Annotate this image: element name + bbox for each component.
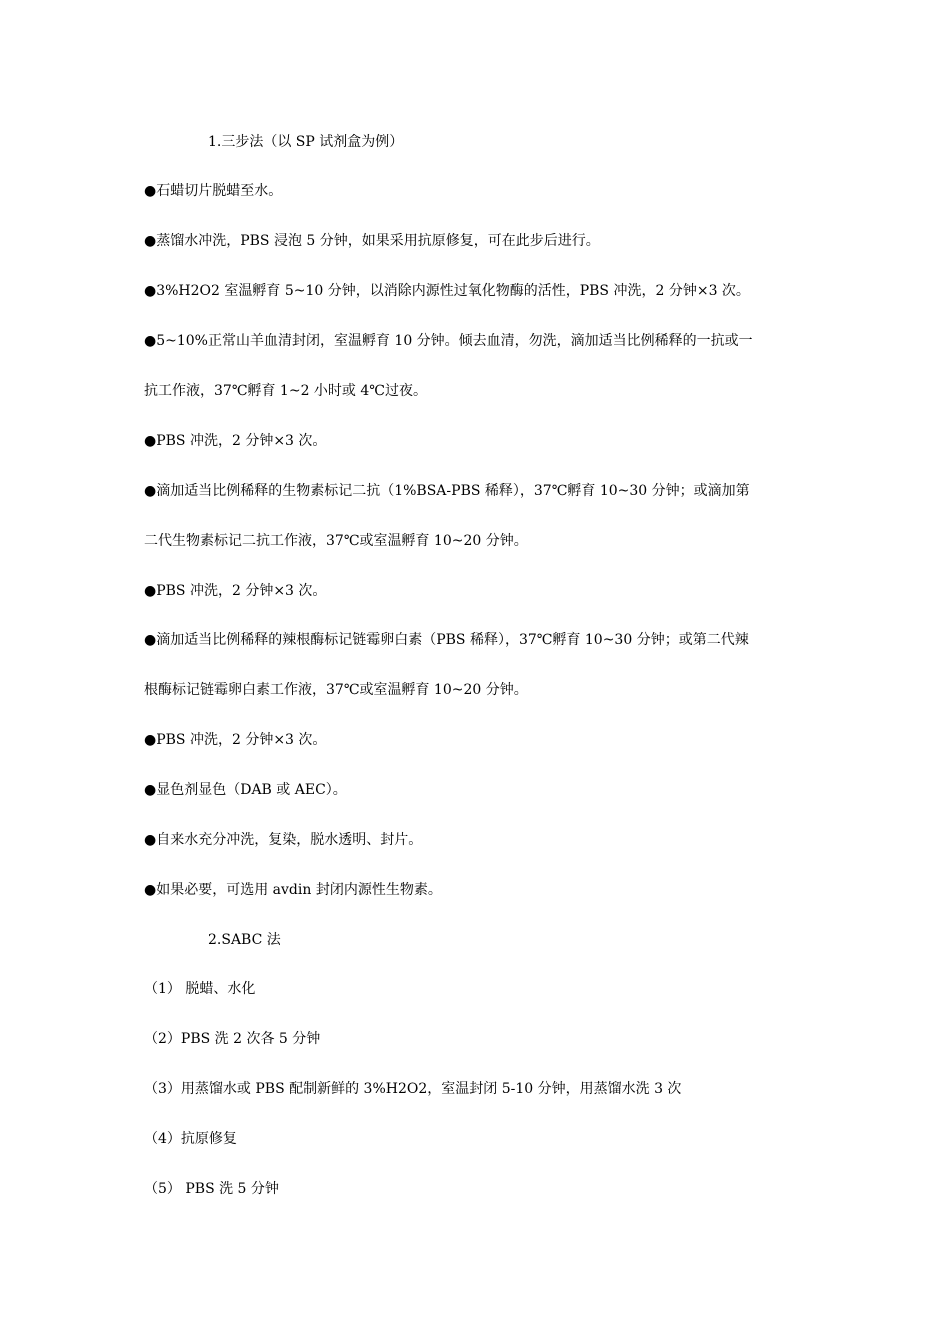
step-line: ●3%H2O2 室温孵育 5~10 分钟，以消除内源性过氧化物酶的活性，PBS 冲洗，2 分钟×3 次。 <box>144 283 750 299</box>
step-line: ●蒸馏水冲洗，PBS 浸泡 5 分钟，如果采用抗原修复，可在此步后进行。 <box>144 233 600 249</box>
step-line: ●自来水充分冲洗，复染，脱水透明、封片。 <box>144 832 423 848</box>
step-line: ●滴加适当比例稀释的生物素标记二抗（1%BSA-PBS 稀释），37℃孵育 10~30 分钟；或滴加第 <box>144 483 750 499</box>
numbered-step: （1） 脱蜡、水化 <box>144 981 256 997</box>
step-line: ●滴加适当比例稀释的辣根酶标记链霉卵白素（PBS 稀释），37℃孵育 10~30 分钟；或第二代辣 <box>144 632 749 648</box>
step-line: ●5~10%正常山羊血清封闭，室温孵育 10 分钟。倾去血清，勿洗，滴加适当比例稀释的一抗或一 <box>144 333 753 349</box>
step-line-continued: 抗工作液，37℃孵育 1~2 小时或 4℃过夜。 <box>144 383 427 399</box>
step-line: ●石蜡切片脱蜡至水。 <box>144 183 283 199</box>
step-line: ●PBS 冲洗，2 分钟×3 次。 <box>144 433 327 449</box>
step-line-continued: 二代生物素标记二抗工作液，37℃或室温孵育 10~20 分钟。 <box>144 533 528 549</box>
step-line: ●PBS 冲洗，2 分钟×3 次。 <box>144 583 327 599</box>
step-line: ●显色剂显色（DAB 或 AEC）。 <box>144 782 347 798</box>
step-line: ●如果必要，可选用 avdin 封闭内源性生物素。 <box>144 882 442 898</box>
numbered-step: （4）抗原修复 <box>144 1131 237 1147</box>
numbered-step: （2）PBS 洗 2 次各 5 分钟 <box>144 1031 321 1047</box>
section-heading-sabc: 2.SABC 法 <box>208 932 281 948</box>
numbered-step: （5） PBS 洗 5 分钟 <box>144 1181 279 1197</box>
numbered-step: （3）用蒸馏水或 PBS 配制新鲜的 3%H2O2，室温封闭 5-10 分钟，用蒸馏水洗 3 次 <box>144 1081 682 1097</box>
step-line-continued: 根酶标记链霉卵白素工作液，37℃或室温孵育 10~20 分钟。 <box>144 682 528 698</box>
step-line: ●PBS 冲洗，2 分钟×3 次。 <box>144 732 327 748</box>
section-heading-three-step: 1.三步法（以 SP 试剂盒为例） <box>208 134 404 150</box>
